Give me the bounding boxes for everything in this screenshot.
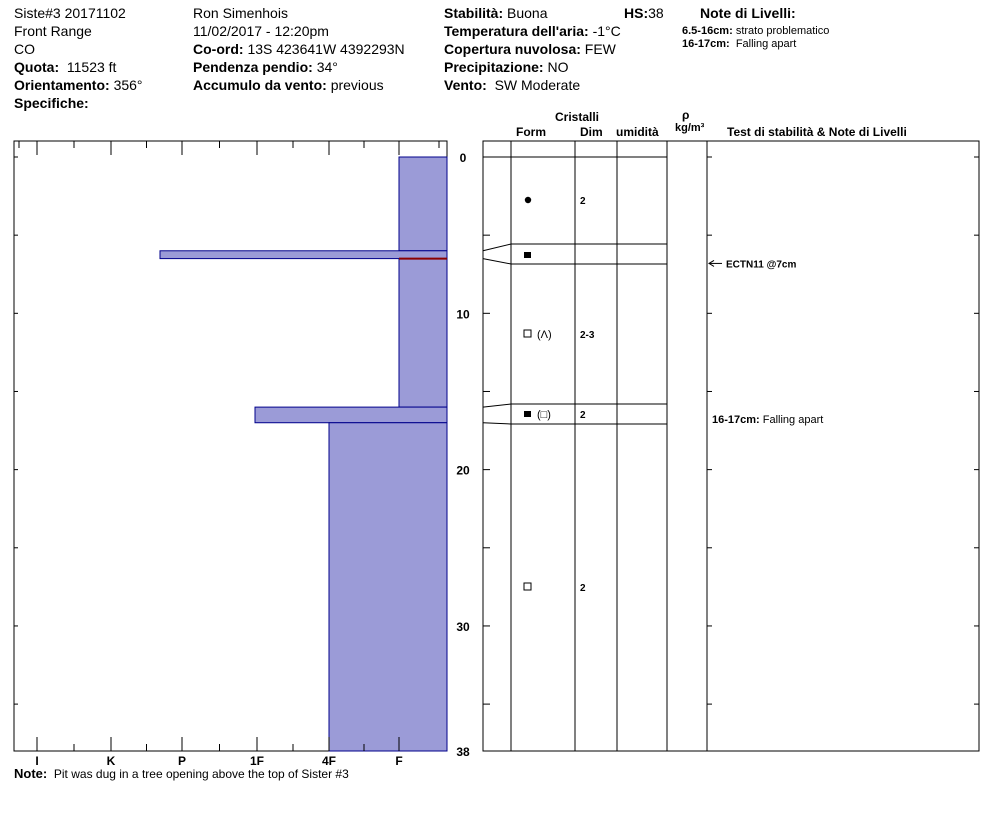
faceted-icon bbox=[524, 583, 531, 590]
datetime: 11/02/2017 - 12:20pm bbox=[193, 23, 329, 39]
stability-label: Stabilità: bbox=[444, 5, 504, 21]
hardness-label-1F: 1F bbox=[249, 754, 265, 768]
elevation-label: Quota: bbox=[14, 59, 60, 75]
air-temp-label: Temperatura dell'aria: bbox=[444, 23, 589, 39]
hardness-label-K: K bbox=[106, 754, 116, 768]
hs-label: HS: bbox=[624, 5, 649, 21]
layer-note-2-text: Falling apart bbox=[735, 38, 797, 50]
crystal-form-1 bbox=[525, 197, 531, 203]
layer-note-1-range: 6.5-16cm: bbox=[682, 25, 733, 37]
layer-bar-5 bbox=[329, 423, 447, 751]
hardness-label-4F: 4F bbox=[321, 754, 337, 768]
slope-label: Pendenza pendio: bbox=[193, 59, 313, 75]
pit-note bbox=[14, 766, 349, 781]
hardness-label-F: F bbox=[395, 754, 403, 768]
hardness-label-I: I bbox=[35, 754, 39, 768]
hardness-panel bbox=[14, 141, 447, 768]
depth-label-30: 30 bbox=[456, 619, 470, 634]
crystals-header: Cristalli bbox=[555, 110, 600, 124]
precip-value: NO bbox=[547, 59, 569, 75]
state-name: CO bbox=[14, 41, 35, 57]
tests-header: Test di stabilità & Note di Livelli bbox=[727, 125, 907, 139]
range-name: Front Range bbox=[14, 23, 92, 39]
density-unit: kg/m³ bbox=[675, 122, 705, 134]
wind-loading-label: Accumulo da vento: bbox=[193, 77, 327, 93]
depth-label-20: 20 bbox=[456, 463, 470, 478]
elevation-value: 11523 ft bbox=[66, 59, 117, 75]
layer-comment-range: 16-17cm: bbox=[712, 414, 763, 426]
crystal-size-5: 2 bbox=[580, 583, 586, 594]
crystal-form-2 bbox=[524, 252, 531, 258]
description-frame bbox=[483, 141, 979, 751]
faceted-depth-hoar-icon: (Λ) bbox=[537, 329, 552, 341]
layer-notes-title-text: Note di Livelli: bbox=[700, 5, 796, 21]
depth-label-10: 10 bbox=[456, 307, 470, 322]
stability-value: Buona bbox=[507, 5, 548, 21]
crystal-size-4: 2 bbox=[580, 410, 586, 421]
depth-label-0: 0 bbox=[459, 151, 467, 165]
hs-value: 38 bbox=[648, 5, 664, 21]
air-temp-value: -1°C bbox=[592, 23, 621, 39]
observer-name: Ron Simenhois bbox=[193, 5, 288, 21]
depth-label-38: 38 bbox=[456, 745, 470, 759]
wind-loading-value: previous bbox=[330, 77, 384, 93]
rounded-grain-icon bbox=[525, 197, 531, 203]
moisture-header: umidità bbox=[616, 125, 659, 139]
layer-bar-3 bbox=[399, 259, 447, 408]
faceted-icon bbox=[524, 330, 531, 337]
coord-label: Co-ord: bbox=[193, 41, 244, 57]
melt-form-icon bbox=[524, 252, 531, 258]
sky-label: Copertura nuvolosa: bbox=[444, 41, 581, 57]
form-header: Form bbox=[516, 125, 546, 139]
faceted-secondary-icon: (□) bbox=[537, 409, 551, 421]
crystal-form-5 bbox=[524, 583, 531, 590]
test-result-1: ECTN11 @7cm bbox=[726, 259, 797, 271]
sky-value: FEW bbox=[584, 41, 616, 57]
hardness-label-P: P bbox=[177, 754, 187, 768]
wind-label: Vento: bbox=[444, 77, 487, 93]
layer-note-2-range: 16-17cm: bbox=[682, 38, 730, 50]
aspect-label: Orientamento: bbox=[14, 77, 110, 93]
crystal-size-1: 2 bbox=[580, 196, 586, 207]
specifics-label: Specifiche: bbox=[14, 95, 89, 111]
layer-bar-2 bbox=[160, 251, 447, 259]
size-header: Dim bbox=[580, 125, 603, 139]
coord-value: 13S 423641W 4392293N bbox=[247, 41, 405, 57]
slope-value: 34° bbox=[316, 59, 338, 75]
melt-form-icon bbox=[524, 411, 531, 417]
precip-label: Precipitazione: bbox=[444, 59, 544, 75]
layer-bar-4 bbox=[255, 407, 447, 423]
note-text: Pit was dug in a tree opening above the top of Sister #3 bbox=[53, 767, 349, 781]
density-symbol: ρ bbox=[682, 108, 690, 122]
aspect-value: 356° bbox=[113, 77, 143, 93]
layer-note-1-text: strato problematico bbox=[735, 25, 830, 37]
site-name: Siste#3 20171102 bbox=[14, 5, 126, 21]
crystal-size-3: 2-3 bbox=[580, 330, 595, 341]
layer-bar-1 bbox=[399, 157, 447, 251]
note-label: Note: bbox=[14, 766, 48, 781]
layer-comment-text: Falling apart bbox=[762, 414, 824, 426]
depth-axis-labels bbox=[456, 151, 470, 759]
wind-value: SW Moderate bbox=[494, 77, 581, 93]
layer-comment-1 bbox=[712, 414, 823, 426]
layer-description-panel bbox=[483, 141, 979, 751]
